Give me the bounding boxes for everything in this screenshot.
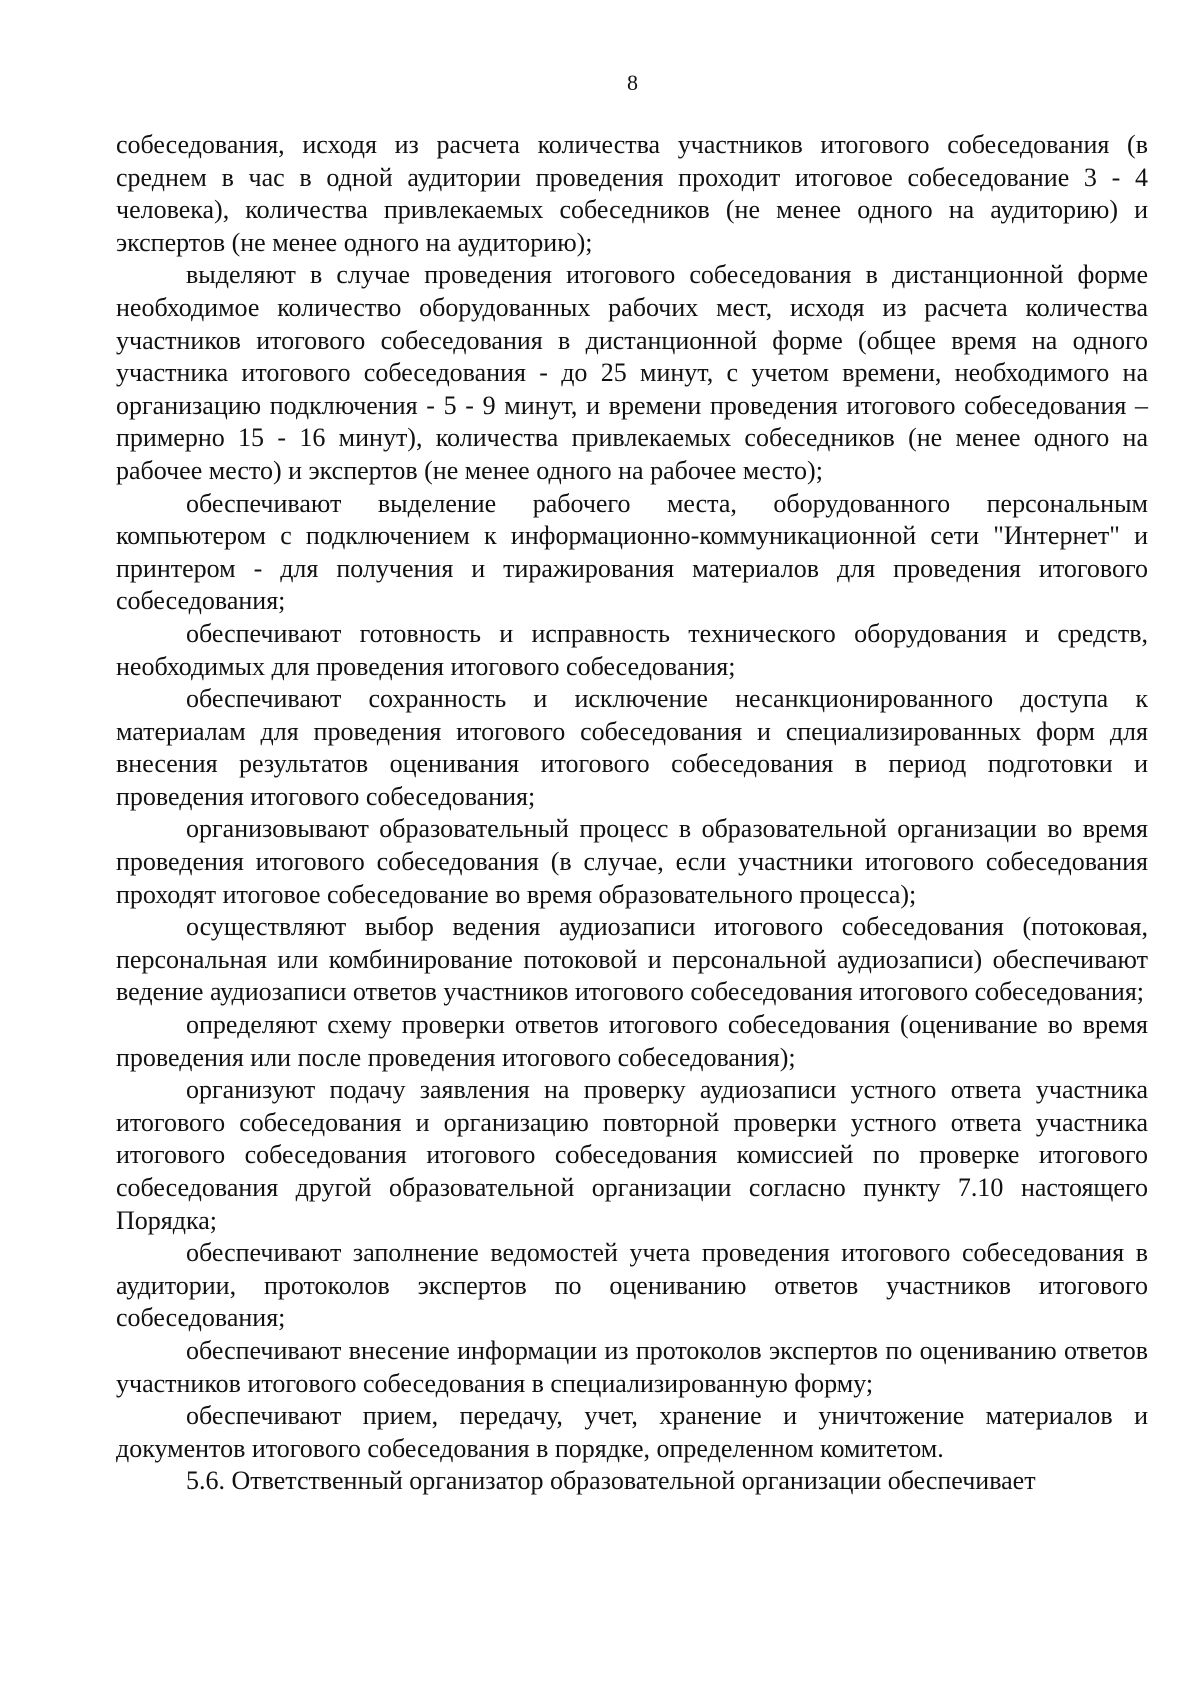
paragraph-6: организовывают образовательный процесс в образовательной организации во время проведения итогового собеседования (в случае, если участники итогового собеседования проходят итоговое собеседование во время образовательного процесса); [116, 814, 1148, 909]
page-number: 8 [627, 70, 638, 95]
paragraph-10: обеспечивают заполнение ведомостей учета проведения итогового собеседования в аудитории, протоколов экспертов по оцениванию ответов участников итогового собеседования; [116, 1238, 1148, 1333]
paragraph-1: собеседования, исходя из расчета количества участников итогового собеседования (в среднем в час в одной аудитории проведения проходит итоговое собеседование 3 - 4 человека), количества привлекаемых собеседников (не менее одного на аудиторию) и экспертов (не менее одного на аудиторию); [116, 130, 1148, 257]
paragraph-2: выделяют в случае проведения итогового собеседования в дистанционной форме необходимое количество оборудованных рабочих мест, исходя из расчета количества участников итогового собеседования в дистанционной форме (общее время на одного участника итогового собеседования - до 25 минут, с учетом времени, необходимого на организацию подключения - 5 - 9 минут, и времени проведения итогового собеседования – примерно 15 - 16 минут), количества привлекаемых собеседников (не менее одного на рабочее место) и экспертов (не менее одного на рабочее место); [116, 260, 1148, 485]
paragraph-12: обеспечивают прием, передачу, учет, хранение и уничтожение материалов и документов итогового собеседования в порядке, определенном комитетом. [116, 1401, 1148, 1463]
paragraph-4: обеспечивают готовность и исправность технического оборудования и средств, необходимых для проведения итогового собеседования; [116, 618, 1148, 681]
page-body [116, 129, 1148, 1498]
paragraph-7: осуществляют выбор ведения аудиозаписи итогового собеседования (потоковая, персональная или комбинирование потоковой и персональной аудиозаписи) обеспечивают ведение аудиозаписи ответов участников итогового собеседования итогового собеседования; [116, 912, 1148, 1007]
paragraph-13: 5.6. Ответственный организатор образовательной организации обеспечивает [186, 1466, 1036, 1496]
paragraph-11: обеспечивают внесение информации из протоколов экспертов по оцениванию ответов участников итогового собеседования в специализированную форму; [116, 1335, 1148, 1398]
paragraph-9: организуют подачу заявления на проверку аудиозаписи устного ответа участника итогового собеседования и организацию повторной проверки устного ответа участника итогового собеседования итогового собеседования комиссией по проверке итогового собеседования другой образовательной организации согласно пункту 7.10 настоящего Порядка; [116, 1075, 1148, 1235]
paragraph-5: обеспечивают сохранность и исключение несанкционированного доступа к материалам для проведения итогового собеседования и специализированных форм для внесения результатов оценивания итогового собеседования в период подготовки и проведения итогового собеседования; [116, 684, 1148, 811]
paragraph-3: обеспечивают выделение рабочего места, оборудованного персональным компьютером с подключением к информационно-коммуникационной сети "Интернет" и принтером - для получения и тиражирования материалов для проведения итогового собеседования; [116, 488, 1148, 616]
paragraph-8: определяют схему проверки ответов итогового собеседования (оценивание во время проведения или после проведения итогового собеседования); [116, 1010, 1148, 1072]
